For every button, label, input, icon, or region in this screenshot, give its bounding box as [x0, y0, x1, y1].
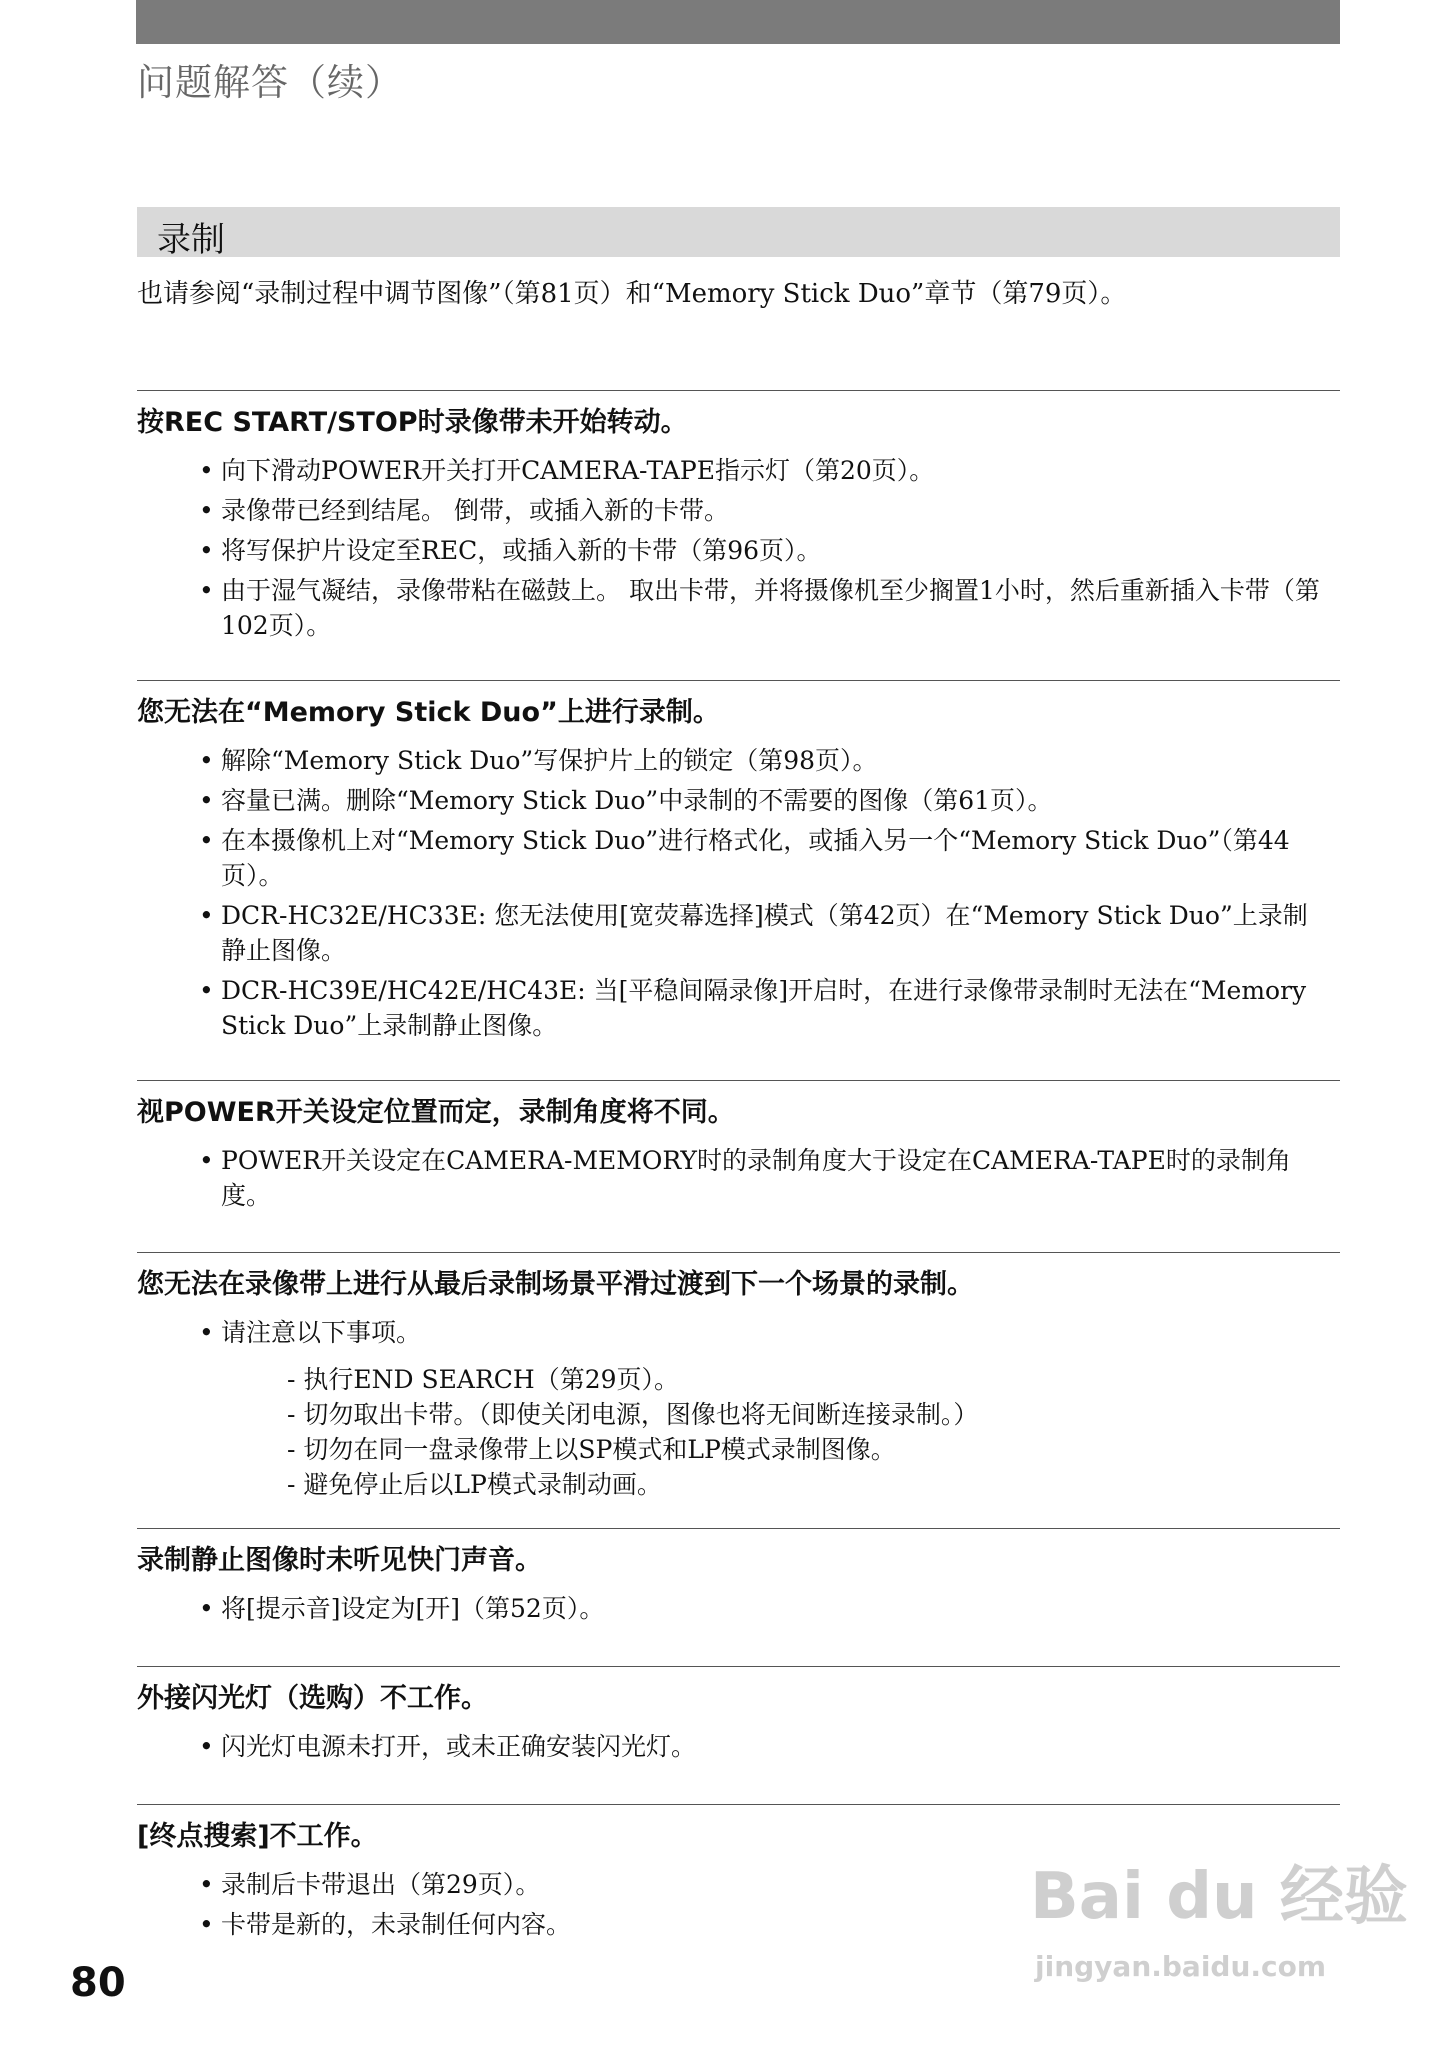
- bullet-icon: •: [199, 976, 214, 1005]
- bullet-icon: •: [199, 456, 214, 485]
- item-text: 在本摄像机上对“Memory Stick Duo”进行格式化，或插入另一个“Memory Stick Duo”（第44页）。: [221, 826, 1290, 890]
- item-text: 卡带是新的，未录制任何内容。: [221, 1910, 572, 1939]
- item-text: 由于湿气凝结，录像带粘在磁鼓上。 取出卡带，并将摄像机至少搁置1小时，然后重新插入卡带（第102页）。: [221, 576, 1320, 640]
- item-text: 闪光灯电源未打开，或未正确安装闪光灯。: [221, 1732, 697, 1761]
- item-text: 将写保护片设定至REC，或插入新的卡带（第96页）。: [221, 536, 822, 565]
- list-item: [199, 783, 1321, 818]
- item-text: 容量已满。删除“Memory Stick Duo”中录制的不需要的图像（第61页）。: [221, 786, 1053, 815]
- topic-heading: 您无法在“Memory Stick Duo”上进行录制。: [137, 697, 720, 728]
- list-item: [199, 973, 1321, 1043]
- sub-item: - 避免停止后以LP模式录制动画。: [287, 1470, 662, 1499]
- list-item: [199, 1315, 1321, 1502]
- section-title: 录制: [157, 220, 225, 260]
- bullet-icon: •: [199, 576, 214, 605]
- list-item: [199, 493, 1321, 528]
- baidu-watermark-url: jingyan.baidu.com: [1035, 1950, 1327, 1983]
- bullet-icon: •: [199, 1594, 214, 1623]
- item-text: DCR-HC32E/HC33E: 您无法使用[宽荧幕选择]模式（第42页）在“Memory Stick Duo”上录制静止图像。: [221, 901, 1308, 965]
- list-item: [199, 453, 1321, 488]
- bullet-icon: •: [199, 1870, 214, 1899]
- item-text: 录像带已经到结尾。 倒带，或插入新的卡带。: [221, 496, 729, 525]
- topic-list: [137, 1591, 1340, 1626]
- sub-list: [221, 1362, 1321, 1502]
- sub-item: - 切勿在同一盘录像带上以SP模式和LP模式录制图像。: [287, 1435, 896, 1464]
- topic-heading: 视POWER开关设定位置而定，录制角度将不同。: [137, 1097, 735, 1128]
- item-text: DCR-HC39E/HC42E/HC43E: 当[平稳间隔录像]开启时，在进行录像带录制时无法在“Memory Stick Duo”上录制静止图像。: [221, 976, 1307, 1040]
- bullet-icon: •: [199, 826, 214, 855]
- item-text: 录制后卡带退出（第29页）。: [221, 1870, 541, 1899]
- bullet-icon: •: [199, 746, 214, 775]
- topic-heading: 您无法在录像带上进行从最后录制场景平滑过渡到下一个场景的录制。: [137, 1269, 974, 1300]
- list-item: [199, 1729, 1321, 1764]
- section-header: [137, 207, 1340, 260]
- topic-list: [137, 1729, 1340, 1764]
- faq-topic: [137, 1252, 1340, 1507]
- item-text: POWER开关设定在CAMERA-MEMORY时的录制角度大于设定在CAMERA-TAPE时的录制角度。: [221, 1146, 1291, 1210]
- faq-topic: [137, 390, 1340, 648]
- topic-heading: [终点搜索]不工作。: [137, 1821, 378, 1852]
- topic-heading: 录制静止图像时未听见快门声音。: [137, 1545, 542, 1576]
- list-item: [199, 898, 1321, 968]
- list-item: [199, 823, 1321, 893]
- page-title: 问题解答（续）: [137, 61, 403, 104]
- bullet-icon: •: [199, 1910, 214, 1939]
- list-item: [199, 1143, 1321, 1213]
- bullet-icon: •: [199, 1732, 214, 1761]
- intro-paragraph: 也请参阅“录制过程中调节图像”（第81页）和“Memory Stick Duo”章节（第79页）。: [137, 279, 1127, 309]
- list-item: [199, 573, 1321, 643]
- faq-topic: [137, 1080, 1340, 1218]
- item-text: 请注意以下事项。: [221, 1318, 422, 1347]
- sub-item: - 执行END SEARCH（第29页）。: [287, 1365, 680, 1394]
- topic-list: [137, 1315, 1340, 1502]
- list-item: [199, 743, 1321, 778]
- faq-topic: [137, 680, 1340, 1048]
- topic-heading: 外接闪光灯（选购）不工作。: [137, 1683, 488, 1714]
- bullet-icon: •: [199, 536, 214, 565]
- bullet-icon: •: [199, 901, 214, 930]
- header-bar: [136, 0, 1340, 44]
- item-text: 向下滑动POWER开关打开CAMERA-TAPE指示灯（第20页）。: [221, 456, 935, 485]
- bullet-icon: •: [199, 496, 214, 525]
- faq-topic: [137, 1666, 1340, 1769]
- bullet-icon: •: [199, 1146, 214, 1175]
- list-item: [199, 533, 1321, 568]
- item-text: 将[提示音]设定为[开]（第52页）。: [221, 1594, 605, 1623]
- faq-topic: [137, 1528, 1340, 1631]
- baidu-watermark: Bai du 经验: [1030, 1860, 1408, 1934]
- list-item: [199, 1591, 1321, 1626]
- topic-list: [137, 743, 1340, 1043]
- page-number: 80: [70, 1960, 126, 2006]
- topic-heading: 按REC START/STOP时录像带未开始转动。: [137, 407, 688, 438]
- topic-list: [137, 1143, 1340, 1213]
- bullet-icon: •: [199, 1318, 214, 1347]
- item-text: 解除“Memory Stick Duo”写保护片上的锁定（第98页）。: [221, 746, 878, 775]
- bullet-icon: •: [199, 786, 214, 815]
- sub-item: - 切勿取出卡带。（即使关闭电源，图像也将无间断连接录制。）: [287, 1400, 979, 1429]
- topic-list: [137, 453, 1340, 643]
